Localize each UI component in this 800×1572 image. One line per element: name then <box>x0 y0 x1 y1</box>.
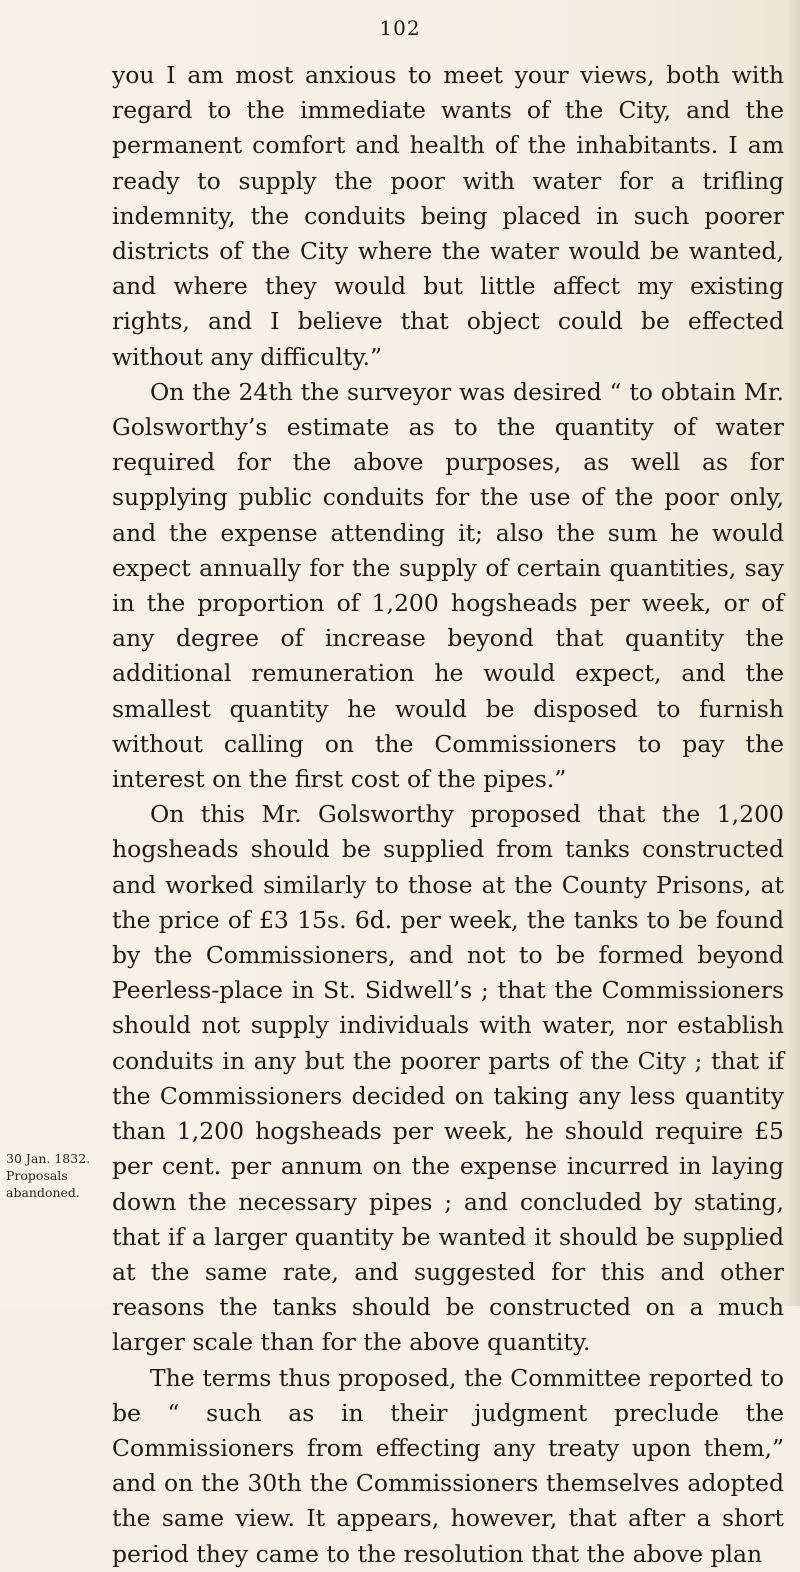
page-edge-shadow <box>786 0 800 1306</box>
paragraph-2: On the 24th the surveyor was desired “ to obtain Mr. Golsworthy’s estimate as to the quantity of water required for the above purposes, as well as for supplying public conduits for the use of the poor only, and the expense attending it; also the sum he would expect annually for the supply of certain quantities, say in the proportion of 1,200 hogsheads per week, or of any degree of increase beyond that quantity the additional remuneration he would expect, and the smallest quantity he would be disposed to furnish without calling on the Commissioners to pay the interest on the first cost of the pipes.” <box>112 377 784 794</box>
page-number: 102 <box>379 16 421 40</box>
margin-note-line-3: abandoned. <box>6 1185 80 1200</box>
paragraph-1: you I am most anxious to meet your views, both with regard to the immediate wants of the City, and the permanent comfort and health of the inhabitants. I am ready to supply the poor with water for a trifling indemnity, the conduits being placed in such poorer districts of the City where the water would be wanted, and where they would but little affect my existing rights, and I believe that object could be effected without any difficulty.” <box>112 61 784 371</box>
paragraph-4: The terms thus proposed, the Committee reported to be “ such as in their judgment preclude the Commissioners from effecting any treaty upon them,” and on the 30th the Commissioners themselves adopted the same view. It appears, however, that after a short period they came to the resolution that the above plan <box>112 1363 784 1568</box>
body-text <box>112 58 784 1572</box>
margin-note-line-2: Proposals <box>6 1168 68 1183</box>
margin-note-date: 30 Jan. 1832. <box>6 1151 91 1166</box>
margin-note <box>6 1150 106 1201</box>
paragraph-3: On this Mr. Golsworthy proposed that the 1,200 hogsheads should be supplied from tanks constructed and worked similarly to those at the County Prisons, at the price of £3 15s. 6d. per week, the tanks to be found by the Commissioners, and not to be formed beyond Peerless-place in St. Sidwell’s ; that the Commissioners should not supply individuals with water, nor establish conduits in any but the poorer parts of the City ; that if the Commissioners decided on taking any less quantity than 1,200 hogsheads per week, he should require £5 per cent. per annum on the expense incurred in laying down the necessary pipes ; and concluded by stating, that if a larger quantity be wanted it should be supplied at the same rate, and suggested for this and other reasons the tanks should be constructed on a much larger scale than for the above quantity. <box>112 800 784 1357</box>
